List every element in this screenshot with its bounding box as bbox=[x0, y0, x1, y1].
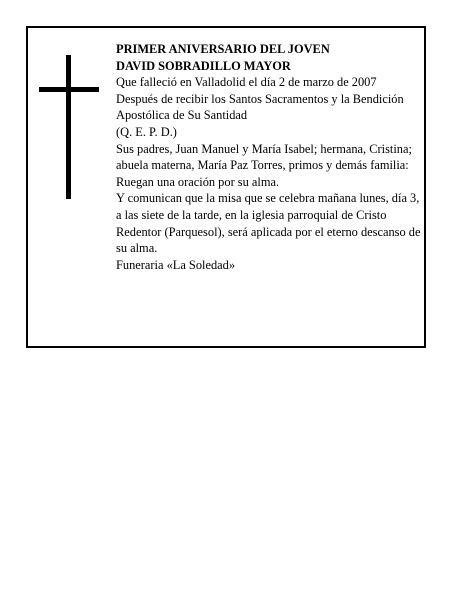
funeral-home: Funeraria «La Soledad» bbox=[116, 257, 236, 272]
prayer-request: Ruegan una oración por su alma. bbox=[116, 174, 280, 189]
notice-text bbox=[116, 41, 421, 273]
cross-icon bbox=[39, 55, 99, 199]
obituary-notice bbox=[26, 26, 426, 348]
cross-vertical-bar bbox=[66, 55, 71, 199]
qepd-text: (Q. E. P. D.) bbox=[116, 124, 177, 139]
sacraments-text: Después de recibir los Santos Sacramentos y la Bendición Apostólica de Su Santidad bbox=[116, 91, 404, 123]
heading-line-2: DAVID SOBRADILLO MAYOR bbox=[116, 58, 291, 73]
heading-line-1: PRIMER ANIVERSARIO DEL JOVEN bbox=[116, 42, 330, 56]
family-text: Sus padres, Juan Manuel y María Isabel; hermana, Cristina; abuela materna, María Paz Torres, primos y demás familia: bbox=[116, 141, 412, 173]
mass-announcement: Y comunican que la misa que se celebra mañana lunes, día 3, a las siete de la tarde, en la iglesia parroquial de Cristo Redentor (Parquesol), será aplicada por el eterno descanso de su alma. bbox=[116, 191, 421, 256]
cross-horizontal-bar bbox=[39, 87, 99, 92]
death-info: Que falleció en Valladolid el día 2 de marzo de 2007 bbox=[116, 75, 377, 90]
